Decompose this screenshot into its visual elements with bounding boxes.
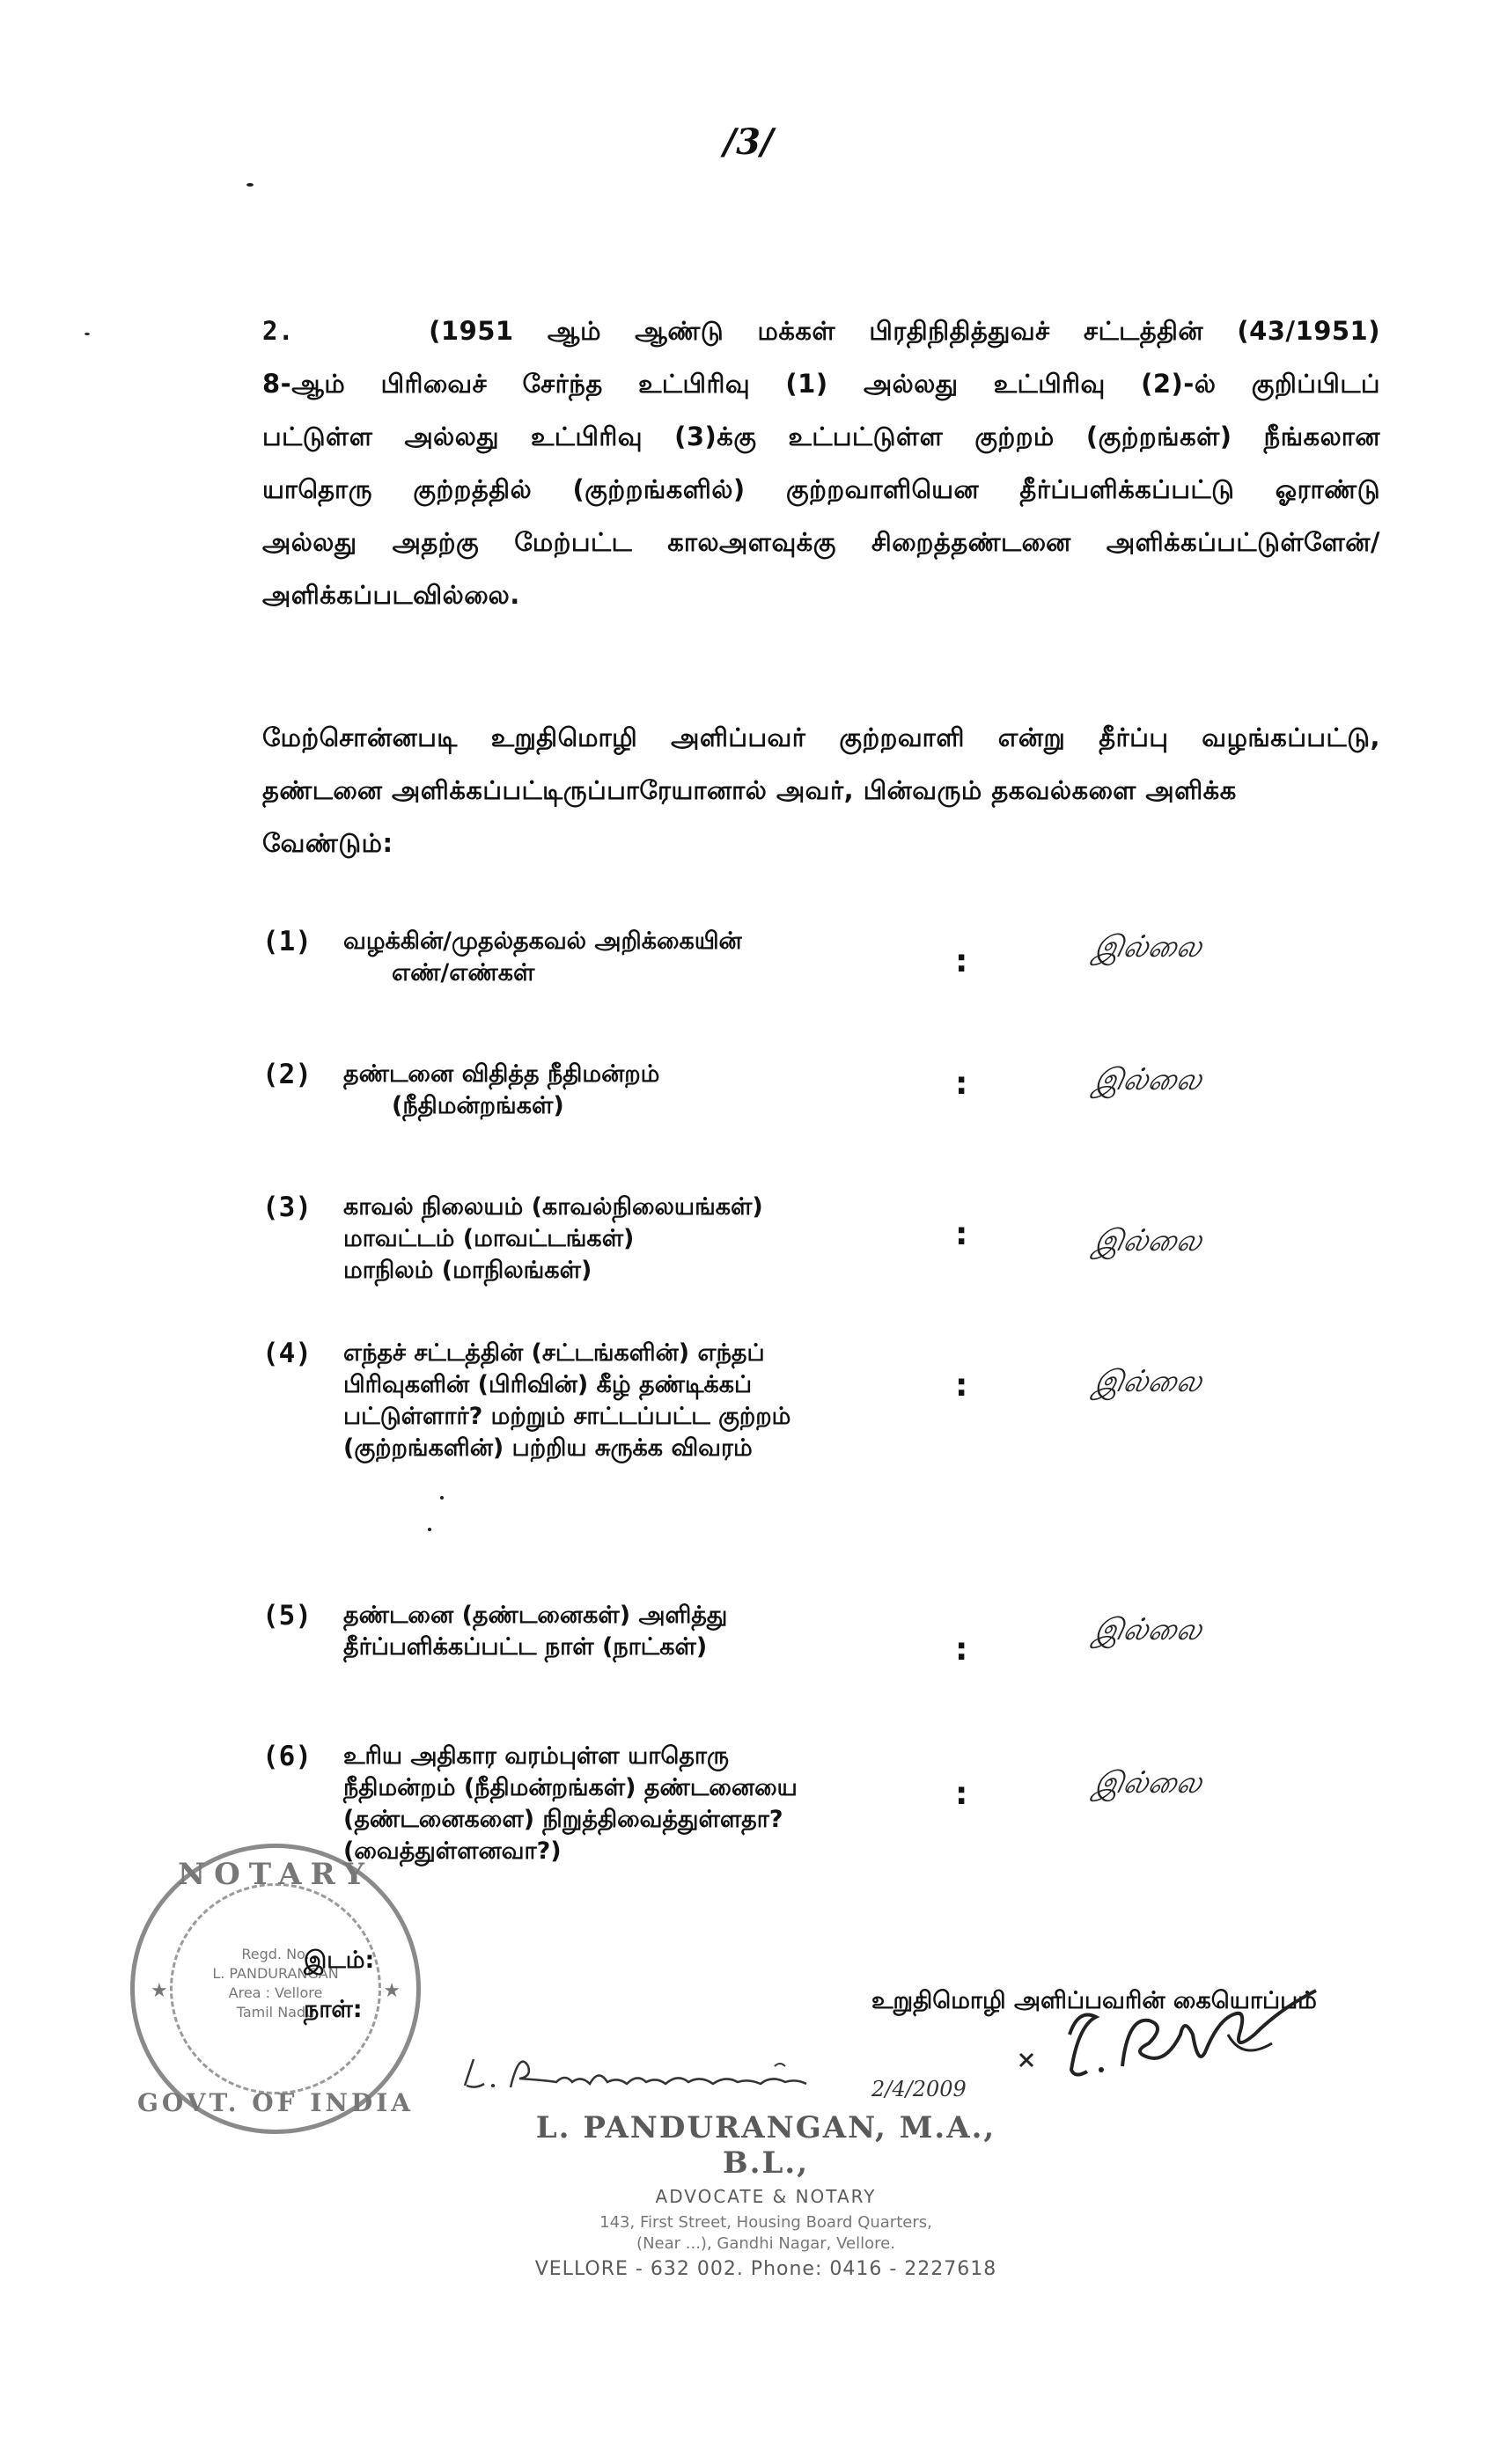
- paragraph-line: 8-ஆம் பிரிவைச் சேர்ந்த உட்பிரிவு (1) அல்லது உட்பிரிவு (2)-ல் குறிப்பிடப்: [262, 369, 1380, 399]
- question-item: [262, 1192, 1407, 1306]
- question-item: [262, 1338, 1407, 1487]
- paragraph-line: அல்லது அதற்கு மேற்பட்ட காலஅளவுக்கு சிறைத்தண்டனை அளிக்கப்பட்டுள்ளேன்/: [262, 527, 1380, 557]
- question-line: தண்டனை விதித்த நீதிமன்றம்: [343, 1060, 660, 1088]
- question-number: (5): [262, 1600, 312, 1632]
- question-text: [343, 1059, 1136, 1122]
- instruction-paragraph: [262, 711, 1380, 869]
- paragraph-line: வேண்டும்:: [262, 828, 393, 858]
- question-line: தீர்ப்பளிக்கப்பட்ட நாள் (நாட்கள்): [343, 1633, 708, 1661]
- paragraph-text: (1951 ஆம் ஆண்டு மக்கள் பிரதிநிதித்துவச் சட்டத்தின் (43/1951): [429, 316, 1380, 346]
- scan-speck: [246, 183, 254, 187]
- question-text: [343, 1192, 1136, 1287]
- question-line: பட்டுள்ளார்? மற்றும் சாட்டப்பட்ட குற்றம்: [343, 1403, 791, 1430]
- question-line: வழக்கின்/முதல்தகவல் அறிக்கையின்: [343, 928, 742, 955]
- question-line: உரிய அதிகார வரம்புள்ள யாதொரு: [343, 1742, 730, 1770]
- seal-line: L. PANDURANGAN: [212, 1965, 339, 1982]
- seal-top-text: NOTARY: [178, 1857, 373, 1892]
- question-line: (வைத்துள்ளனவா?): [343, 1837, 562, 1865]
- question-line: (நீதிமன்றங்கள்): [392, 1092, 564, 1119]
- date-label: நாள்:: [304, 1996, 363, 2023]
- colon: :: [955, 1066, 968, 1102]
- question-text: [343, 1600, 1136, 1663]
- notary-seal: [130, 1844, 421, 2134]
- question-line: (தண்டனைகளை) நிறுத்திவைத்துள்ளதா?: [343, 1806, 783, 1833]
- question-number: (3): [262, 1192, 312, 1223]
- colon: :: [955, 1216, 968, 1252]
- question-number: (6): [262, 1741, 312, 1772]
- handwritten-answer: இல்லை: [1091, 1364, 1206, 1399]
- seal-bottom-text: GOVT. OF INDIA: [136, 2088, 415, 2117]
- question-text: [343, 926, 1136, 989]
- paragraph-line: மேற்சொன்னபடி உறுதிமொழி அளிப்பவர் குற்றவாளி என்று தீர்ப்பு வழங்கப்பட்டு,: [262, 722, 1380, 752]
- question-line: மாநிலம் (மாநிலங்கள்): [343, 1257, 592, 1284]
- handwritten-answer: இல்லை: [1091, 1765, 1206, 1800]
- question-line: காவல் நிலையம் (காவல்நிலையங்கள்): [343, 1193, 763, 1221]
- clause-number: 2.: [262, 316, 294, 346]
- paragraph-line: பட்டுள்ள அல்லது உட்பிரிவு (3)க்கு உட்பட்டுள்ள குற்றம் (குற்றங்கள்) நீங்கலான: [262, 422, 1380, 451]
- notary-signature-strokes: [458, 2024, 915, 2121]
- seal-line: Area : Vellore: [228, 1984, 323, 2001]
- question-line: நீதிமன்றம் (நீதிமன்றங்கள்) தண்டனையை: [343, 1774, 798, 1801]
- address-line: 143, First Street, Housing Board Quarters,: [599, 2213, 932, 2232]
- handwritten-answer: இல்லை: [1091, 929, 1206, 964]
- address-line: (Near ...), Gandhi Nagar, Vellore.: [636, 2234, 895, 2253]
- notary-stamp: [519, 2110, 1012, 2280]
- question-number: (4): [262, 1338, 312, 1369]
- notary-signature: [458, 2024, 967, 2124]
- question-item: [262, 1741, 1407, 1873]
- star-icon: ★: [151, 1980, 168, 2002]
- notary-title: ADVOCATE & NOTARY: [655, 2186, 877, 2207]
- handwritten-answer: இல்லை: [1091, 1612, 1206, 1647]
- colon: :: [955, 1368, 968, 1404]
- question-number: (1): [262, 926, 312, 957]
- paragraph-line: அளிக்கப்படவில்லை.: [262, 580, 520, 610]
- question-line: பிரிவுகளின் (பிரிவின்) கீழ் தண்டிக்கப்: [343, 1371, 753, 1398]
- question-line: மாவட்டம் (மாவட்டங்கள்): [343, 1225, 635, 1252]
- paragraph-line: [262, 304, 1380, 357]
- star-icon: ★: [383, 1980, 401, 2002]
- declaration-paragraph: [262, 304, 1380, 621]
- question-line: தண்டனை (தண்டனைகள்) அளித்து: [343, 1602, 728, 1629]
- handwritten-answer: இல்லை: [1091, 1062, 1206, 1097]
- question-item: [262, 1600, 1407, 1714]
- seal-line: Tamil Nadu: [236, 2004, 315, 2020]
- question-line: எண்/எண்கள்: [392, 959, 535, 986]
- handwritten-date: 2/4/2009: [871, 2077, 967, 2101]
- question-line: எந்தச் சட்டத்தின் (சட்டங்களின்) எந்தப்: [343, 1339, 765, 1367]
- question-number: (2): [262, 1059, 312, 1090]
- scan-speck: [440, 1496, 444, 1500]
- question-text: [343, 1338, 1136, 1464]
- page-number: /3/: [723, 121, 774, 163]
- scan-speck: [85, 333, 90, 335]
- notary-city-phone: VELLORE - 632 002. Phone: 0416 - 2227618: [534, 2258, 997, 2280]
- scan-speck: [428, 1528, 431, 1531]
- deponent-signature-label: உறுதிமொழி அளிப்பவரின் கையொப்பம்: [871, 1987, 1317, 2014]
- colon: :: [955, 1776, 968, 1812]
- colon: :: [955, 1632, 968, 1668]
- deponent-signature-strokes: [1017, 1982, 1351, 2096]
- question-item: [262, 926, 1407, 1040]
- question-text: [343, 1741, 1136, 1867]
- place-label: இடம்:: [304, 1947, 375, 1974]
- handwritten-answer: இல்லை: [1091, 1223, 1206, 1258]
- question-line: (குற்றங்களின்) பற்றிய சுருக்க விவரம்: [343, 1434, 753, 1462]
- paragraph-line: யாதொரு குற்றத்தில் (குற்றங்களில்) குற்றவாளியென தீர்ப்பளிக்கப்பட்டு ஓராண்டு: [262, 474, 1380, 504]
- notary-address: [519, 2212, 1012, 2255]
- question-item: [262, 1059, 1407, 1173]
- colon: :: [955, 943, 968, 979]
- seal-line: Regd. No.: [241, 1946, 310, 1962]
- paragraph-line: தண்டனை அளிக்கப்பட்டிருப்பாரேயானால் அவர், பின்வரும் தகவல்களை அளிக்க: [262, 775, 1237, 805]
- deponent-signature: [1017, 1982, 1351, 2100]
- notary-name: L. PANDURANGAN, M.A., B.L.,: [535, 2110, 996, 2181]
